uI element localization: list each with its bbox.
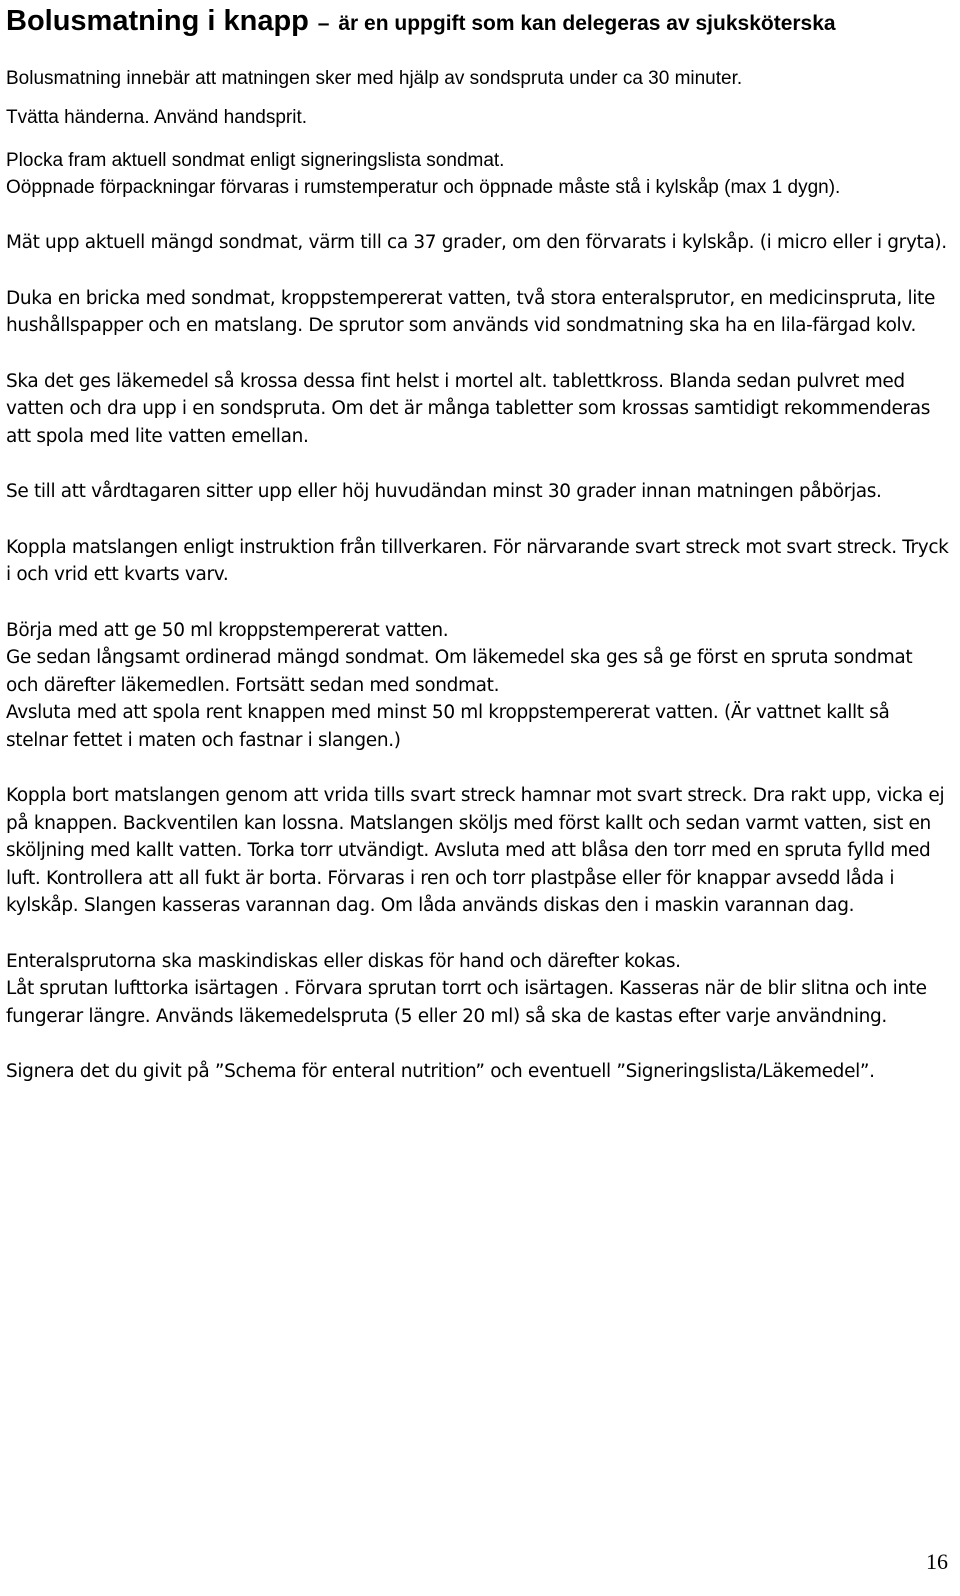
page-number: 16 xyxy=(926,1549,948,1574)
text-line: Ge sedan långsamt ordinerad mängd sondmat. Om läkemedel ska ges så ge först en spruta sondmat och därefter läkemedlen. Fortsätt sedan med sondmat. xyxy=(6,647,913,696)
text-line: Signera det du givit på ”Schema för enteral nutrition” och eventuell ”Signeringslista/Läkemedel”. xyxy=(6,1061,875,1082)
text-line: Duka en bricka med sondmat, kroppstempererat vatten, två stora enteralsprutor, en medicinspruta, lite hushållspapper och en matslang. De sprutor som används vid sondmatning ska ha en lila-färgad kolv. xyxy=(6,287,935,336)
paragraph-feeding xyxy=(6,617,950,755)
text-line: Koppla matslangen enligt instruktion från tillverkaren. För närvarande svart streck mot svart streck. Tryck i och vrid ett kvarts varv. xyxy=(6,536,949,585)
text-line: Avsluta med att spola rent knappen med minst 50 ml kroppstempererat vatten. (Är vattnet kallt så stelnar fettet i maten och fastnar i slangen.) xyxy=(6,702,890,751)
paragraph-sign xyxy=(6,1058,950,1086)
paragraph-hand-hygiene xyxy=(6,104,950,131)
document-page xyxy=(6,0,950,1086)
text-line: Börja med att ge 50 ml kroppstempererat vatten. xyxy=(6,619,449,641)
paragraph-connect-tube xyxy=(6,534,950,589)
title-subtitle: är en uppgift som kan delegeras av sjuksköterska xyxy=(338,12,836,35)
paragraph-measure xyxy=(6,229,950,257)
text-line: Tvätta händerna. Använd handsprit. xyxy=(6,107,308,128)
text-line: Oöppnade förpackningar förvaras i rumstemperatur och öppnade måste stå i kylskåp (max 1 dygn). xyxy=(6,177,841,198)
document-title xyxy=(6,0,950,41)
text-line: Plocka fram aktuell sondmat enligt signeringslista sondmat. xyxy=(6,150,505,171)
paragraph-syringe-care xyxy=(6,948,950,1031)
text-line: Koppla bort matslangen genom att vrida tills svart streck hamnar mot svart streck. Dra rakt upp, vicka ej på knappen. Backventilen kan lossna. Matslangen sköljs med först kallt och sedan varmt vatten, sist en sköljning med kallt vatten. Torka torr utvändigt. Avsluta med att blåsa den torr med en spruta fylld med luft. Kontrollera att all fukt är borta. Förvaras i ren och torr plastpåse eller för knappar avsedd låda i kylskåp. Slangen kasseras varannan dag. Om låda används diskas den i maskin varannan dag. xyxy=(6,785,945,916)
paragraph-prepare-food xyxy=(6,147,950,201)
text-line: Bolusmatning innebär att matningen sker med hjälp av sondspruta under ca 30 minuter. xyxy=(6,68,743,89)
paragraph-positioning xyxy=(6,478,950,506)
paragraph-intro xyxy=(6,65,950,92)
title-dash: – xyxy=(317,12,330,35)
text-line: Mät upp aktuell mängd sondmat, värm till ca 37 grader, om den förvarats i kylskåp. (i micro eller i gryta). xyxy=(6,232,947,253)
text-line: Låt sprutan lufttorka isärtagen . Förvara sprutan torrt och isärtagen. Kasseras när de blir slitna och inte fungerar längre. Används läkemedelspruta (5 eller 20 ml) så ska de kastas efter varje användning. xyxy=(6,978,927,1027)
title-main: Bolusmatning i knapp xyxy=(6,5,309,37)
paragraph-disconnect xyxy=(6,782,950,920)
text-line: Ska det ges läkemedel så krossa dessa fint helst i mortel alt. tablettkross. Blanda sedan pulvret med vatten och dra upp i en sondspruta. Om det är många tabletter som krossas samtidigt rekommenderas att spola med lite vatten emellan. xyxy=(6,370,931,447)
text-line: Se till att vårdtagaren sitter upp eller höj huvudändan minst 30 grader innan matningen påbörjas. xyxy=(6,481,882,502)
paragraph-tray xyxy=(6,285,950,340)
paragraph-medication xyxy=(6,368,950,451)
text-line: Enteralsprutorna ska maskindiskas eller diskas för hand och därefter kokas. xyxy=(6,950,681,972)
